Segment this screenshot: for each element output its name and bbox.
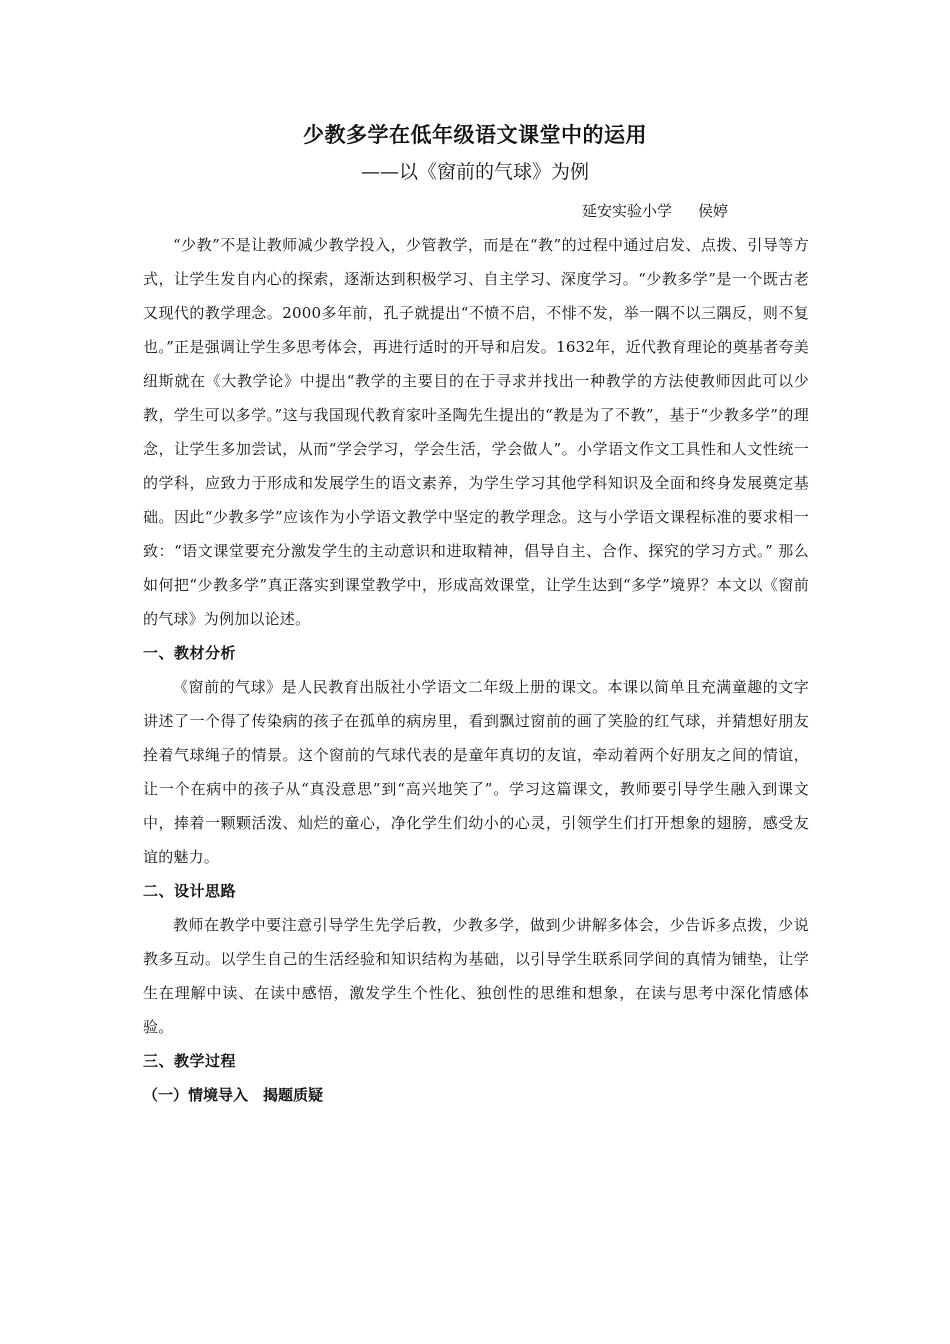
intro-paragraph: “少教”不是让教师减少教学投入，少管教学，而是在“教”的过程中通过启发、点拨、引导等方式，让学生发自内心的探索，逐渐达到积极学习、自主学习、深度学习。“少教多学”是一个既古老又现代的教学理念。2000多年前，孔子就提出“不愤不启，不悱不发，举一隅不以三隅反，则不复也。”正是强调让学生多思考体会，再进行适时的开导和启发。1632年，近代教育理论的奠基者夸美纽斯就在《大教学论》中提出“教学的主要目的在于寻求并找出一种教学的方法使教师因此可以少教，学生可以多学。”这与我国现代教育家叶圣陶先生提出的“教是为了不教”，基于“少教多学”的理念，让学生多加尝试，从而“学会学习，学会生活，学会做人”。小学语文作文工具性和人文性统一的学科，应致力于形成和发展学生的语文素养，为学生学习其他学科知识及全面和终身发展奠定基础。因此“少教多学”应该作为小学语文教学中坚定的教学理念。这与小学语文课程标准的要求相一致：“语文课堂要充分激发学生的主动意识和进取精神，倡导自主、合作、探究的学习方式。” 那么如何把“少教多学”真正落实到课堂教学中，形成高效课堂，让学生达到“多学”境界？本文以《窗前的气球》为例加以论述。 bbox=[143, 236, 809, 628]
author-line bbox=[582, 200, 728, 222]
subsection-heading-intro: （一）情境导入 揭题质疑 bbox=[143, 1086, 324, 1104]
document-subtitle: ——以《窗前的气球》为例 bbox=[360, 161, 589, 183]
document-title: 少教多学在低年级语文课堂中的运用 bbox=[303, 123, 647, 147]
section-paragraph-materials: 《窗前的气球》是人民教育出版社小学语文二年级上册的课文。本课以简单且充满童趣的文字讲述了一个得了传染病的孩子在孤单的病房里，看到飘过窗前的画了笑脸的红气球，并猜想好朋友拴着气球绳子的情景。这个窗前的气球代表的是童年真切的友谊，牵动着两个好朋友之间的情谊，让一个在病中的孩子从“真没意思”到“高兴地笑了”。学习这篇课文，教师要引导学生融入到课文中，捧着一颗颗活泼、灿烂的童心，净化学生们幼小的心灵，引领学生们打开想象的翅膀，感受友谊的魅力。 bbox=[143, 678, 809, 866]
document-body bbox=[143, 228, 809, 1112]
section-paragraph-design: 教师在教学中要注意引导学生先学后教，少教多学，做到少讲解多体会，少告诉多点拨，少说教多互动。以学生自己的生活经验和知识结构为基础，以引导学生联系同学间的真情为铺垫，让学生在理解中读、在读中感悟，激发学生个性化、独创性的思维和想象，在读与思考中深化情感体验。 bbox=[143, 916, 809, 1036]
author-name: 侯婷 bbox=[698, 202, 729, 220]
section-heading-design: 二、设计思路 bbox=[143, 882, 237, 900]
section-heading-materials: 一、教材分析 bbox=[143, 644, 237, 662]
author-school: 延安实验小学 bbox=[582, 202, 673, 220]
section-heading-process: 三、教学过程 bbox=[143, 1052, 237, 1070]
